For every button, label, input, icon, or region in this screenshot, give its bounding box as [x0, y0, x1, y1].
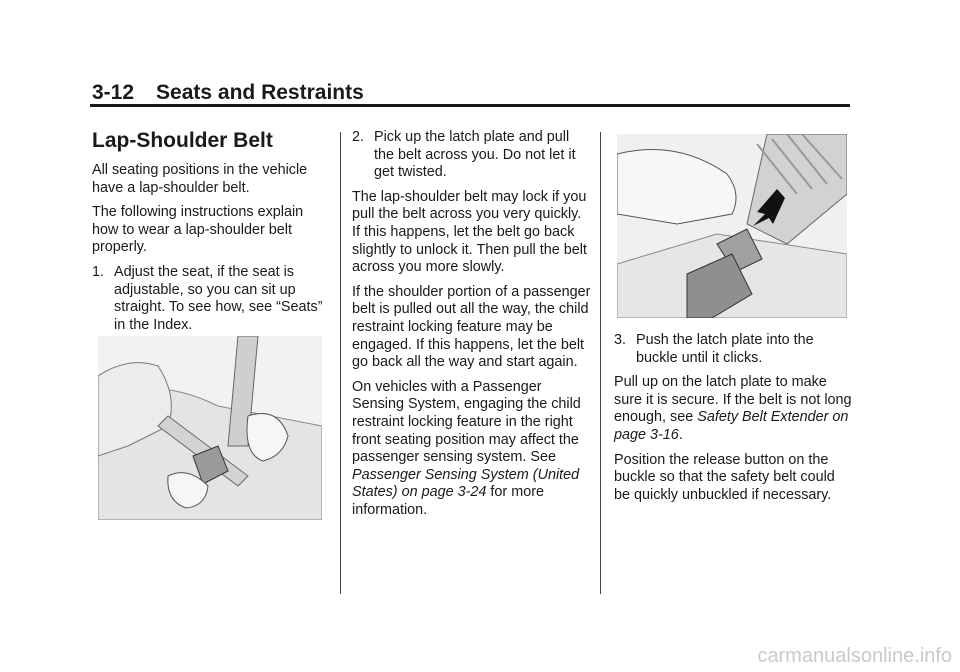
column-divider-2: [600, 132, 601, 594]
step-text: Adjust the seat, if the seat is adjustable, so you can sit up straight. To see how, see “Seats” in the Index.: [114, 263, 323, 333]
page-title: Lap-Shoulder Belt: [92, 129, 273, 152]
cross-reference-link[interactable]: Safety Belt Extender on page 3-16: [614, 409, 849, 443]
child-restraint-paragraph: If the shoulder portion of a passenger belt is pulled out all the way, the child restraint locking feature may be engaged. If this happens, let the belt go back all the way and start again.: [352, 283, 591, 371]
step-number: 3.: [614, 332, 627, 348]
explain-paragraph: The following instructions explain how to wear a lap-shoulder belt properly.: [92, 204, 304, 256]
paragraph-text: Pull up on the latch plate to make sure it is secure. If the belt is not long enough, see: [614, 374, 852, 426]
step-2: [352, 129, 592, 182]
intro-paragraph: All seating positions in the vehicle have a lap-shoulder belt.: [92, 162, 308, 196]
seat-belt-lap-illustration: [98, 336, 322, 520]
lock-paragraph: The lap-shoulder belt may lock if you pull the belt across you very quickly. If this happens, let the belt go back slightly to unlock it. Then pull the belt across you more slowly.: [352, 188, 587, 276]
right-column: [614, 332, 854, 511]
column-divider-1: [340, 132, 341, 594]
step-1: [92, 264, 324, 334]
step-text: Push the latch plate into the buckle until it clicks.: [636, 332, 814, 366]
middle-column: [352, 129, 592, 526]
paragraph-text-end: .: [678, 426, 683, 443]
left-column: [92, 128, 324, 341]
paragraph-text-end: for more information.: [352, 484, 544, 518]
step-number: 1.: [92, 263, 105, 280]
latch-plate-illustration: [617, 134, 847, 318]
header-rule: [90, 104, 850, 107]
watermark: carmanualsonline.info: [757, 645, 952, 667]
page-number: 3-12: [92, 81, 135, 104]
release-button-paragraph: Position the release button on the buckle so that the safety belt could be quickly unbuckled if necessary.: [614, 451, 835, 503]
passenger-sensing-paragraph: [352, 379, 592, 520]
step-3: [614, 332, 854, 367]
cross-reference-link[interactable]: Passenger Sensing System (United States) on page 3-24: [352, 466, 580, 501]
step-text: Pick up the latch plate and pull the belt across you. Do not let it get twisted.: [374, 129, 576, 181]
page-header: [92, 81, 364, 105]
paragraph-text: On vehicles with a Passenger Sensing System, engaging the child restraint locking feature in the right front seating position may affect the passenger sensing system. See: [352, 378, 581, 466]
step-number: 2.: [352, 129, 365, 145]
secure-check-paragraph: [614, 374, 854, 444]
section-title: Seats and Restraints: [156, 81, 364, 104]
